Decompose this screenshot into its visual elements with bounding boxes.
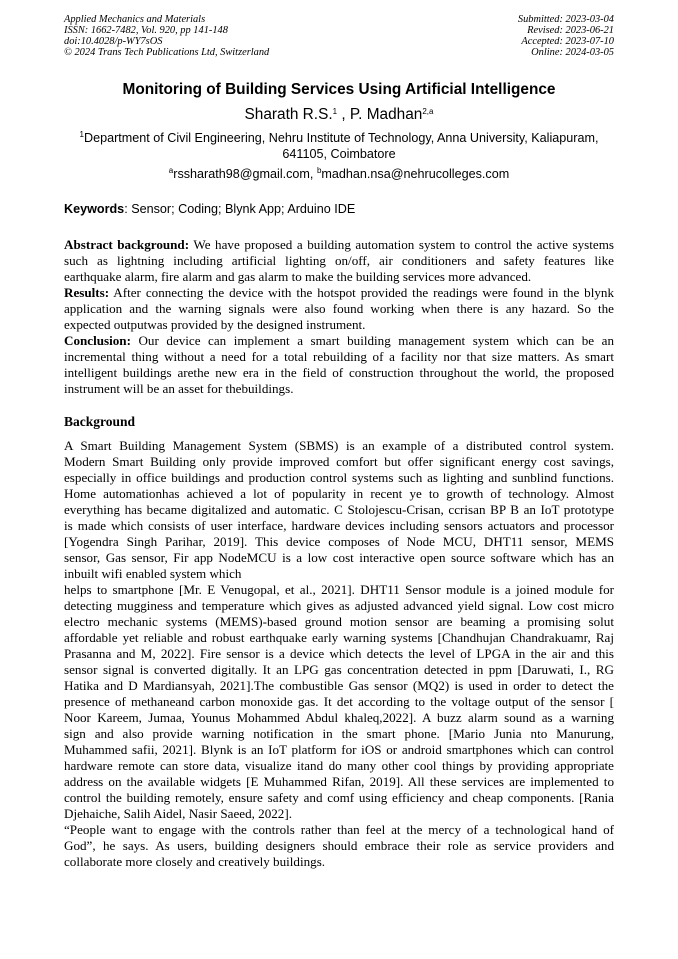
line-text: address on the available widgets [E Muhammed Rifan, 2019]. All these services are implemented to: [64, 774, 614, 789]
text-line: [64, 518, 614, 534]
abstract-paragraph: [64, 333, 614, 397]
email-a-sup: a: [168, 166, 174, 175]
line-text: sign and also provide warning notification in the smart phone. [Mario Junia nto Manurung,: [64, 726, 614, 741]
journal-doi[interactable]: doi:10.4028/p-WY7sOS: [64, 36, 163, 47]
line-text: After connecting the device with the hotspot provided the readings were found in the blynk: [109, 285, 614, 300]
paragraph-label: Results:: [64, 285, 110, 300]
author-separator: ,: [337, 106, 350, 123]
text-line: [64, 838, 614, 854]
line-text: everything has became digitalized and automatic. C Stolojescu-Crisan, ccrisan BP B an IoT prototype: [64, 502, 614, 517]
text-line: [64, 742, 614, 758]
affiliation-line-2: 641105, Coimbatore: [282, 147, 396, 161]
line-text: Muhammed safii, 2021]. Blynk is an IoT platform for iOS or android smartphones which can control: [64, 742, 614, 757]
date-revised: Revised: 2023-06-21: [527, 25, 614, 36]
abstract: [64, 237, 614, 397]
author-2: P. Madhan: [349, 106, 423, 123]
email-b-sup: b: [316, 166, 322, 175]
background-paragraph: [64, 438, 614, 582]
text-line: [64, 486, 614, 502]
text-line: [64, 710, 614, 726]
section-heading-background: Background: [64, 414, 136, 429]
text-line: [64, 349, 614, 365]
line-text: Home automationhas achieved a lot of popularity in recent ye to growth of technology. Almost: [64, 486, 614, 501]
line-text: especially in office buildings and production control systems such as lighting and sunblind functions.: [64, 470, 614, 485]
text-line: [64, 726, 614, 742]
line-text: Modern Smart Building only provide improved comfort but offer significant energy cost savings,: [64, 454, 614, 469]
line-text: collaborate more closely and creatively buildings.: [64, 854, 326, 869]
line-text: earthquake alarm, fire alarm and gas alarm to make the building services more advanced.: [64, 269, 532, 284]
text-line: [64, 806, 614, 822]
line-text: We have proposed a building automation system to control the active systems: [189, 237, 615, 252]
text-line: [64, 285, 614, 301]
line-text: God”, he says. As users, building designers should embrace their role as service providers and: [64, 838, 614, 853]
line-text: Djehaiche, Salih Aidel, Nasir Saeed, 2022].: [64, 806, 292, 821]
text-line: [64, 269, 614, 285]
date-submitted: Submitted: 2023-03-04: [517, 14, 614, 25]
line-text: incremental thing without a need for a total rebuilding of a facility nor that size matters. As smart: [64, 349, 614, 364]
line-text: helps to smartphone [Mr. E Venugopal, et al., 2021]. DHT11 Sensor module is a joined module for: [64, 582, 614, 597]
text-line: [64, 598, 614, 614]
abstract-paragraph: [64, 237, 614, 285]
line-text: presence of methaneand carbon monoxide gas. It det according to the voltage output of the sensor [: [64, 694, 614, 709]
text-line: [64, 502, 614, 518]
affiliation: [0, 130, 678, 162]
text-line: [64, 317, 614, 333]
journal-name: Applied Mechanics and Materials: [64, 14, 206, 25]
text-line: [64, 662, 614, 678]
line-text: Hatika and D Mardiansyah, 2021].The combustible Gas sensor (MQ2) is used in order to detect the: [64, 678, 614, 693]
text-line: [64, 630, 614, 646]
line-text: is made which consists of user interface, hardware devices including sensors actuators and processor: [64, 518, 614, 533]
text-line: [64, 694, 614, 710]
line-text: Noor Kareem, Jumaa, Younus Mohammed Abdul khaleq,2022]. A buzz alarm sound as a warning: [64, 710, 614, 725]
line-text: hardware remote can store data, visualize itand do many other cool things by providing appropriate: [64, 758, 614, 773]
keywords: [64, 202, 355, 216]
affiliation-sup: 1: [79, 130, 84, 139]
publication-dates: [518, 14, 614, 58]
line-text: Our device can implement a smart building management system which can be an: [130, 333, 614, 348]
text-line: [64, 550, 614, 566]
background-paragraph: [64, 822, 614, 870]
keywords-label: Keywords: [64, 202, 125, 216]
text-line: [64, 365, 614, 381]
line-text: sensor, Gas sensor, Fir app NodeMCU is a low cost interactive open source software which has an: [64, 550, 614, 565]
text-line: [64, 534, 614, 550]
text-line: [64, 454, 614, 470]
line-text: intelligent buildings arethe new era in the field of construction throughout the world, the proposed: [64, 365, 614, 380]
email-b[interactable]: madhan.nsa@nehrucolleges.com: [321, 167, 510, 181]
affiliation-line-1: [0, 130, 678, 146]
text-line: [64, 790, 614, 806]
line-text: sensor signal is converted digitally. It an LPG gas concentration detected in ppm [Daruwati, I., RG: [64, 662, 614, 677]
author-1: Sharath R.S.: [244, 106, 333, 123]
paragraph-label: Conclusion:: [64, 333, 131, 348]
author-2-sup: 2,a: [422, 107, 434, 116]
line-text: electro mechanic systems (MEMS)-based ground motion sensor are beaming a promising solut: [64, 614, 614, 629]
text-line: [64, 582, 614, 598]
text-line: [64, 253, 614, 269]
email-a[interactable]: rssharath98@gmail.com,: [173, 167, 317, 181]
text-line: [64, 438, 614, 454]
paper-title: Monitoring of Building Services Using Artificial Intelligence: [122, 81, 556, 98]
text-line: [64, 614, 614, 630]
text-line: [64, 758, 614, 774]
date-accepted: Accepted: 2023-07-10: [521, 36, 614, 47]
line-text: control the building remotely, ensure safety and comf using efficiency and cheap components. [Rania: [64, 790, 614, 805]
paragraph-label: Abstract background:: [64, 237, 190, 252]
text-line: [64, 822, 614, 838]
authors: [0, 106, 678, 124]
text-line: [64, 237, 614, 253]
emails: [0, 167, 678, 181]
line-text: [Yogendra Singh Parihar, 2019]. This device composes of Node MCU, DHT11 sensor, MEMS: [64, 534, 614, 549]
journal-info: [64, 14, 269, 58]
text-line: [64, 646, 614, 662]
text-line: [64, 333, 614, 349]
text-line: [64, 854, 614, 870]
line-text: instrument will be an asset for thebuildings.: [64, 381, 294, 396]
background-paragraph: [64, 582, 614, 822]
keywords-text: : Sensor; Coding; Blynk App; Arduino IDE: [124, 202, 356, 216]
background-section: [64, 438, 614, 870]
line-text: expected outputwas provided by the designed instrument.: [64, 317, 366, 332]
journal-copyright: © 2024 Trans Tech Publications Ltd, Switzerland: [64, 47, 270, 58]
text-line: [64, 566, 614, 582]
author-1-sup: 1: [332, 107, 338, 116]
line-text: detecting mugginess and temperature which gives as adjusted advanced yield signal. Low cost micro: [64, 598, 614, 613]
line-text: “People want to engage with the controls rather than feel at the mercy of a technological hand of: [64, 822, 614, 837]
text-line: [64, 774, 614, 790]
line-text: such as lightning including artificial lighting on/off, air conditioners and safety features like: [64, 253, 614, 268]
affiliation-text: Department of Civil Engineering, Nehru Institute of Technology, Anna University, Kaliapuram,: [83, 131, 599, 145]
abstract-paragraph: [64, 285, 614, 333]
line-text: A Smart Building Management System (SBMS) is an example of a distributed control system.: [64, 438, 614, 453]
line-text: inbuilt wifi enabled system which: [64, 566, 242, 581]
line-text: application and the warning signals were also found working when there is any hazard. So the: [64, 301, 614, 316]
text-line: [64, 470, 614, 486]
line-text: affordable yet reliable and robust earthquake early warning systems [Chandhujan Chandrakuamr, Raj: [64, 630, 614, 645]
journal-issn: ISSN: 1662-7482, Vol. 920, pp 141-148: [64, 25, 228, 36]
date-online: Online: 2024-03-05: [531, 47, 614, 58]
text-line: [64, 678, 614, 694]
text-line: [64, 301, 614, 317]
text-line: [64, 381, 614, 397]
line-text: Prasanna and M, 2022]. Fire sensor is a device which detects the level of LPGA in the air and this: [64, 646, 614, 661]
